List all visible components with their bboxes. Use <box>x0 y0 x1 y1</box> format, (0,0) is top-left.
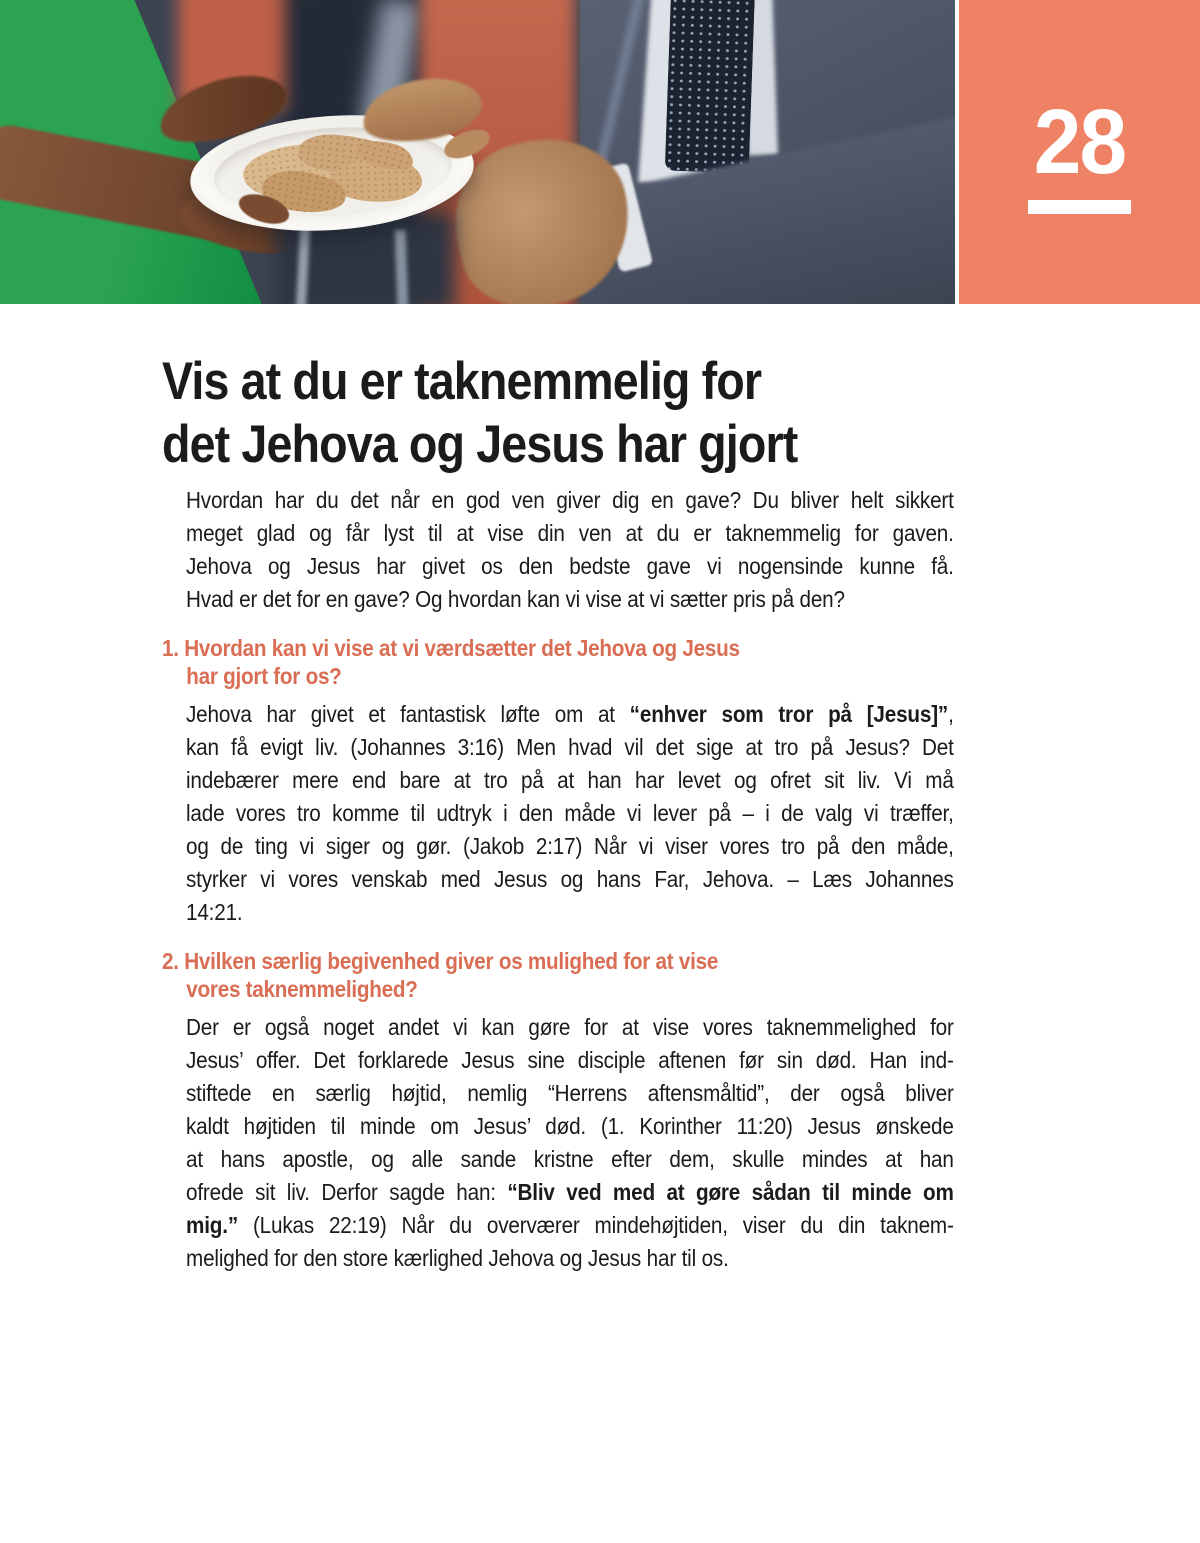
body-text: Der er også noget andet vi kan gøre for at vise vores taknemmelighed for <box>186 1014 954 1040</box>
bold-text: “Bliv ved med at gøre sådan til minde om <box>507 1179 954 1205</box>
text-line <box>186 764 954 797</box>
text-line <box>186 1110 954 1143</box>
body-text: ofrede sit liv. Derfor sagde han: <box>186 1179 508 1205</box>
text-line <box>186 731 954 764</box>
text-line <box>186 830 954 863</box>
body-text: styrker vi vores venskab med Jesus og hans Far, Jehova. – Læs Johannes <box>186 866 954 892</box>
body-text: Jehova har givet et fantastisk løfte om at <box>186 701 630 727</box>
paragraph <box>186 1011 954 1275</box>
text-line <box>186 698 954 731</box>
body-text: lade vores tro komme til udtryk i den måde vi lever på – i de valg vi træffer, <box>186 800 954 826</box>
text-line <box>186 896 954 929</box>
bold-text: mig.” <box>186 1212 239 1238</box>
study-question <box>162 634 930 690</box>
article-blocks <box>162 484 1200 1275</box>
study-question <box>162 947 930 1003</box>
text-line <box>186 662 929 690</box>
text-line <box>186 583 954 616</box>
text-line <box>186 1242 954 1275</box>
lesson-number-badge <box>959 0 1200 304</box>
header-photo <box>0 0 955 304</box>
bold-text: “enhver som tror på [Jesus]” <box>629 701 949 727</box>
text-line <box>162 634 929 662</box>
text-line <box>186 1011 954 1044</box>
page-title <box>162 350 1075 476</box>
body-text: (Lukas 22:19) Når du overværer mindehøjtiden, viser du din taknem- <box>238 1212 954 1238</box>
body-text: stiftede en særlig højtid, nemlig “Herrens aftensmåltid”, der også bliver <box>186 1080 954 1106</box>
body-text: meget glad og får lyst til at vise din ven at du er taknemmelig for gaven. <box>186 520 954 546</box>
text-line <box>186 550 954 583</box>
photo-patterned-tie <box>665 0 756 173</box>
body-text: og de ting vi siger og gør. (Jakob 2:17) Når vi viser vores tro på den måde, <box>186 833 954 859</box>
body-text: at hans apostle, og alle sande kristne efter dem, skulle mindes at han <box>186 1146 954 1172</box>
text-line <box>186 1143 954 1176</box>
body-text: indebærer mere end bare at tro på at han har levet og ofret sit liv. Vi må <box>186 767 954 793</box>
question-number: 2. <box>162 948 185 974</box>
lesson-number: 28 <box>1033 91 1126 193</box>
text-line <box>186 484 954 517</box>
body-text: Jehova og Jesus har givet os den bedste gave vi nogensinde kunne få. <box>186 553 954 579</box>
page-header <box>0 0 1200 304</box>
bold-text: har gjort for os? <box>186 663 342 689</box>
text-line <box>186 1176 954 1209</box>
body-text: Hvad er det for en gave? Og hvordan kan vi vise at vi sætter pris på den? <box>186 586 845 612</box>
page-title-line-1: Vis at du er taknemmelig for <box>162 352 762 411</box>
body-text: Hvordan har du det når en god ven giver dig en gave? Du bliver helt sikkert <box>186 487 954 513</box>
text-line <box>186 975 929 1003</box>
paragraph <box>186 698 954 929</box>
text-line <box>162 947 929 975</box>
bold-text: vores taknemmelighed? <box>186 976 418 1002</box>
bold-text: Hvilken særlig begivenhed giver os mulighed for at vise <box>184 948 719 974</box>
body-text: melighed for den store kærlighed Jehova og Jesus har til os. <box>186 1245 729 1271</box>
text-line <box>186 863 954 896</box>
page-title-line-2: det Jehova og Jesus har gjort <box>162 415 798 474</box>
paragraph <box>186 484 954 616</box>
text-line <box>186 517 954 550</box>
body-text: 14:21. <box>186 899 243 925</box>
text-line <box>186 1077 954 1110</box>
text-line <box>186 1209 954 1242</box>
text-line <box>186 1044 954 1077</box>
question-number: 1. <box>162 635 185 661</box>
body-text: kan få evigt liv. (Johannes 3:16) Men hvad vil det sige at tro på Jesus? Det <box>186 734 954 760</box>
text-line <box>186 797 954 830</box>
bold-text: Hvordan kan vi vise at vi værdsætter det Jehova og Jesus <box>184 635 740 661</box>
body-text: , <box>948 701 954 727</box>
body-text: kaldt højtiden til minde om Jesus’ død. (1. Korinther 11:20) Jesus ønskede <box>186 1113 954 1139</box>
body-text: Jesus’ offer. Det forklarede Jesus sine disciple aftenen før sin død. Han ind- <box>186 1047 954 1073</box>
lesson-number-underline <box>1028 200 1131 214</box>
